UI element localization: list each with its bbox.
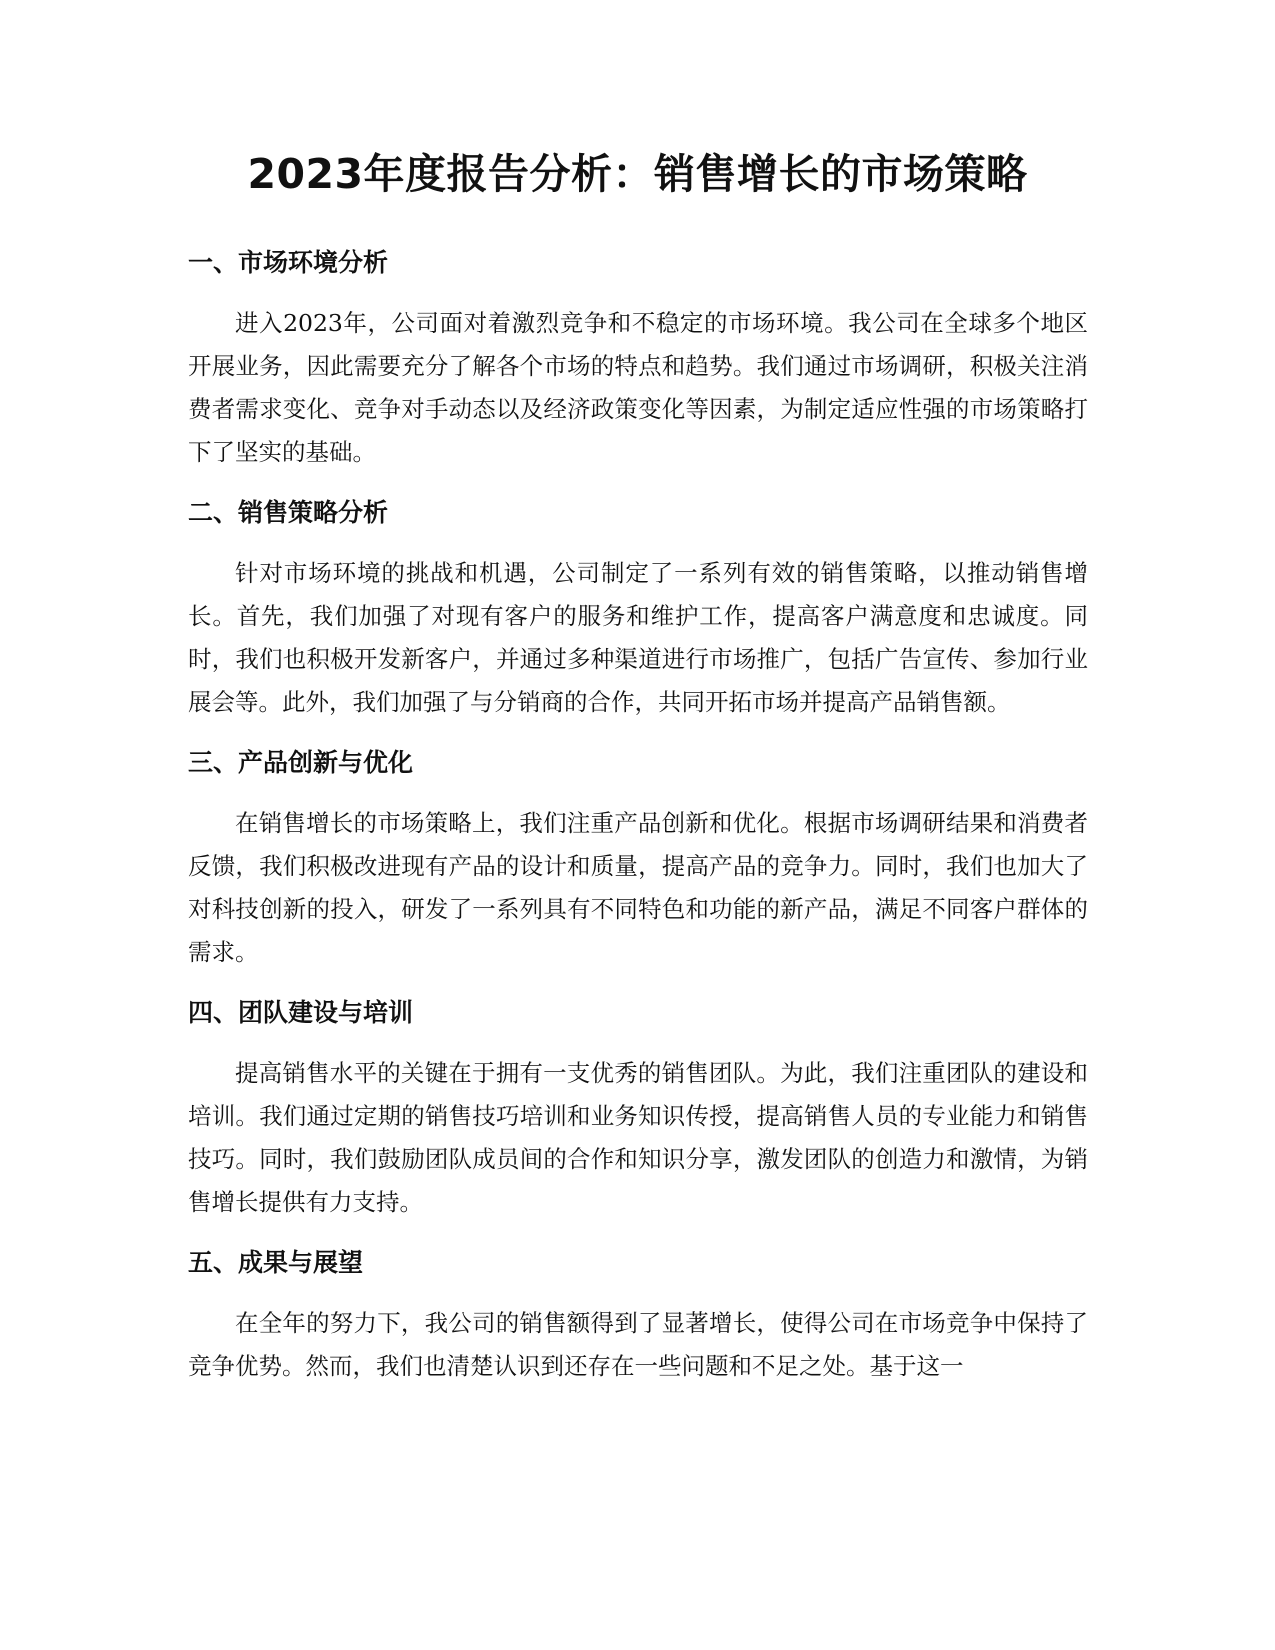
section-paragraph: 在销售增长的市场策略上，我们注重产品创新和优化。根据市场调研结果和消费者反馈，我们积极改进现有产品的设计和质量，提高产品的竞争力。同时，我们也加大了对科技创新的投入，研发了一系列具有不同特色和功能的新产品，满足不同客户群体的需求。 (188, 809, 1088, 966)
document-body (188, 246, 1088, 1410)
section-sales-strategy (188, 496, 1088, 724)
section-heading: 一、市场环境分析 (188, 248, 389, 277)
section-results-outlook (188, 1246, 1088, 1388)
section-heading: 四、团队建设与培训 (188, 998, 414, 1027)
section-market-environment (188, 246, 1088, 474)
section-heading: 五、成果与展望 (188, 1248, 364, 1277)
section-product-innovation (188, 746, 1088, 974)
section-paragraph: 针对市场环境的挑战和机遇，公司制定了一系列有效的销售策略，以推动销售增长。首先，我们加强了对现有客户的服务和维护工作，提高客户满意度和忠诚度。同时，我们也积极开发新客户，并通过多种渠道进行市场推广，包括广告宣传、参加行业展会等。此外，我们加强了与分销商的合作，共同开拓市场并提高产品销售额。 (188, 559, 1088, 716)
section-paragraph: 提高销售水平的关键在于拥有一支优秀的销售团队。为此，我们注重团队的建设和培训。我们通过定期的销售技巧培训和业务知识传授，提高销售人员的专业能力和销售技巧。同时，我们鼓励团队成员间的合作和知识分享，激发团队的创造力和激情，为销售增长提供有力支持。 (188, 1059, 1088, 1216)
section-paragraph: 进入2023年，公司面对着激烈竞争和不稳定的市场环境。我公司在全球多个地区开展业务，因此需要充分了解各个市场的特点和趋势。我们通过市场调研，积极关注消费者需求变化、竞争对手动态以及经济政策变化等因素，为制定适应性强的市场策略打下了坚实的基础。 (188, 309, 1088, 466)
section-heading: 三、产品创新与优化 (188, 748, 414, 777)
section-paragraph: 在全年的努力下，我公司的销售额得到了显著增长，使得公司在市场竞争中保持了竞争优势。然而，我们也清楚认识到还存在一些问题和不足之处。基于这一 (188, 1309, 1088, 1380)
document-title: 2023年度报告分析：销售增长的市场策略 (247, 150, 1028, 198)
section-team-building (188, 996, 1088, 1224)
section-heading: 二、销售策略分析 (188, 498, 389, 527)
